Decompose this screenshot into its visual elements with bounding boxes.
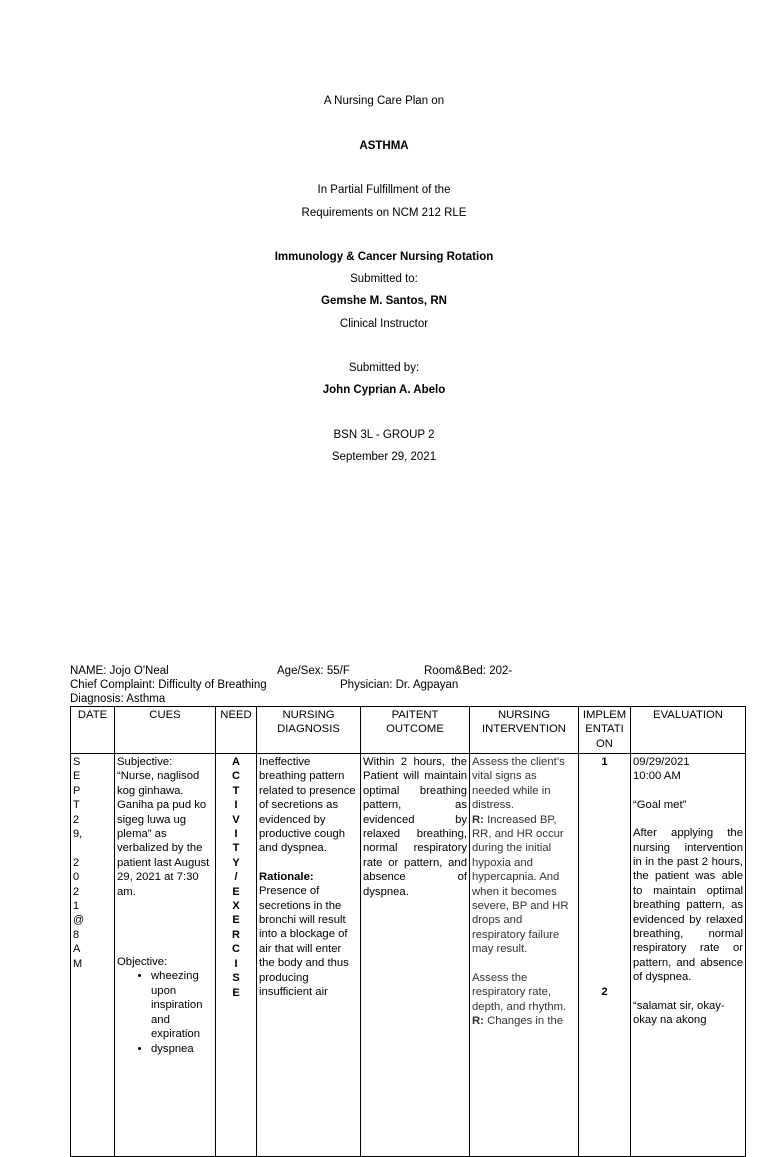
header-nursing-diagnosis: NURSING DIAGNOSIS: [257, 707, 361, 754]
rationale-1: Increased BP, RR, and HR occur during the initial hypoxia and hypercapnia. And when it becomes severe, BP and HR drops and respiratory failure may result.: [472, 813, 569, 956]
need-letter: E: [232, 914, 240, 927]
section: BSN 3L - GROUP 2: [333, 429, 435, 441]
date-letter: [73, 841, 112, 855]
need-letters: [218, 755, 254, 1000]
need-letter: T: [232, 784, 240, 797]
diagnosis-text: Ineffective breathing pattern related to presence of secretions as evidenced by productive cough and dyspnea.: [259, 756, 356, 855]
rationale-2-label: R:: [472, 1014, 484, 1027]
need-letter: E: [232, 986, 240, 999]
date-letter: E: [73, 770, 81, 783]
need-letter: C: [232, 770, 240, 783]
need-letter: C: [232, 943, 240, 956]
cover-line4: Requirements on NCM 212 RLE: [301, 207, 467, 219]
rationale-2: Changes in the: [487, 1014, 564, 1027]
physician: Physician: Dr. Agpayan: [340, 679, 459, 691]
subjective-label: Subjective:: [117, 756, 173, 768]
date-letter: A: [73, 943, 81, 956]
need-letter: S: [232, 972, 240, 985]
header-intervention: NURSING INTERVENTION: [470, 707, 579, 754]
need-letter: I: [234, 828, 238, 841]
need-letter: A: [232, 756, 240, 768]
header-date: DATE: [71, 707, 115, 754]
need-cell: [216, 754, 257, 1157]
need-letter: V: [232, 813, 240, 826]
need-letter: T: [232, 842, 240, 855]
implementation-cell: [579, 754, 631, 1157]
evaluation-quote: “salamat sir, okay-okay na akong: [633, 999, 725, 1027]
submitted-by-label: Submitted by:: [348, 362, 420, 374]
date-letter: P: [73, 784, 81, 797]
evaluation-text: After applying the nursing intervention in in the past 2 hours, the patient was able to maintain optimal breathing pattern, as evidenced by relaxed breathing, normal respiratory rate or pattern, and absence of dyspnea.: [633, 827, 743, 984]
list-item: • wheezing upon inspiration and expiration: [151, 969, 213, 1041]
need-letter: I: [234, 957, 238, 970]
implementation-2: 2: [601, 986, 608, 999]
instructor-name: Gemshe M. Santos, RN: [321, 295, 447, 307]
evaluation-goal: “Goal met”: [633, 798, 687, 811]
date-letters: [73, 755, 112, 971]
cover-rotation: Immunology & Cancer Nursing Rotation: [274, 251, 494, 263]
patient-name: NAME: Jojo O'Neal: [70, 665, 169, 677]
implementation-1: 1: [601, 756, 608, 768]
intervention-1: Assess the client’s vital signs as needed while in distress.: [472, 756, 565, 812]
date-letter: 0: [73, 871, 80, 884]
cover-line1: A Nursing Care Plan on: [323, 95, 445, 107]
rationale-text: Presence of secretions in the bronchi will result into a blockage of air that will enter the body and thus producing insufficient air: [259, 885, 349, 999]
date-letter: 1: [73, 900, 80, 913]
table-row: [71, 754, 746, 1157]
evaluation-time: 10:00 AM: [633, 770, 681, 783]
objective-label: Objective:: [117, 956, 168, 969]
date-letter: S: [73, 756, 81, 768]
nursing-diagnosis-cell: [257, 754, 361, 1157]
header-evaluation: EVALUATION: [631, 707, 746, 754]
outcome-cell: [361, 754, 470, 1157]
date-letter: 9,: [73, 828, 83, 841]
objective-list: [117, 969, 213, 1055]
date-letter: 8: [73, 928, 80, 941]
need-letter: E: [232, 885, 240, 898]
header-cues: CUES: [115, 707, 216, 754]
patient-room: Room&Bed: 202-: [424, 665, 513, 677]
need-letter: R: [232, 928, 240, 941]
student-name: John Cyprian A. Abelo: [322, 384, 446, 396]
subjective-text: “Nurse, naglisod kog ginhawa. Ganiha pa pud ko sigeg luwa ug plema” as verbalized by the patient last August 29, 2021 at 7:30 am.: [117, 770, 210, 898]
date-letter: 2: [73, 885, 80, 898]
header-need: NEED: [216, 707, 257, 754]
header-outcome: PAITENT OUTCOME: [361, 707, 470, 754]
intervention-2: Assess the respiratory rate, depth, and rhythm.: [472, 971, 567, 1013]
care-plan-table: [70, 706, 746, 1157]
header-row: [71, 707, 746, 754]
rationale-label: Rationale:: [259, 870, 314, 883]
need-letter: X: [232, 900, 240, 913]
evaluation-cell: [631, 754, 746, 1157]
outcome-text: Within 2 hours, the Patient will maintain optimal breathing pattern, as evidenced by relaxed breathing, normal respiratory rate or pattern, and absence of dyspnea.: [363, 756, 467, 898]
date-letter: 2: [73, 813, 80, 826]
cover-date: September 29, 2021: [331, 451, 437, 463]
need-letter: Y: [232, 856, 240, 869]
chief-complaint: Chief Complaint: Difficulty of Breathing: [70, 679, 267, 691]
intervention-cell: [470, 754, 579, 1157]
rationale-1-label: R:: [472, 813, 484, 826]
date-letter: 2: [73, 856, 80, 869]
date-cell: [71, 754, 115, 1157]
list-item: • dyspnea: [151, 1042, 213, 1056]
submitted-to-label: Submitted to:: [350, 273, 418, 285]
need-letter: I: [234, 799, 238, 812]
cover-line3: In Partial Fulfillment of the: [317, 184, 451, 196]
date-letter: T: [73, 799, 80, 812]
cover-topic: ASTHMA: [359, 140, 409, 152]
patient-age-sex: Age/Sex: 55/F: [277, 665, 350, 677]
cues-cell: [115, 754, 216, 1157]
diagnosis: Diagnosis: Asthma: [70, 693, 166, 705]
need-letter: /: [234, 871, 238, 884]
date-letter: M: [73, 957, 83, 970]
instructor-role: Clinical Instructor: [339, 318, 429, 330]
header-implementation: IMPLEM ENTATI ON: [579, 707, 631, 754]
date-letter: @: [73, 914, 85, 927]
evaluation-date: 09/29/2021: [633, 756, 690, 768]
